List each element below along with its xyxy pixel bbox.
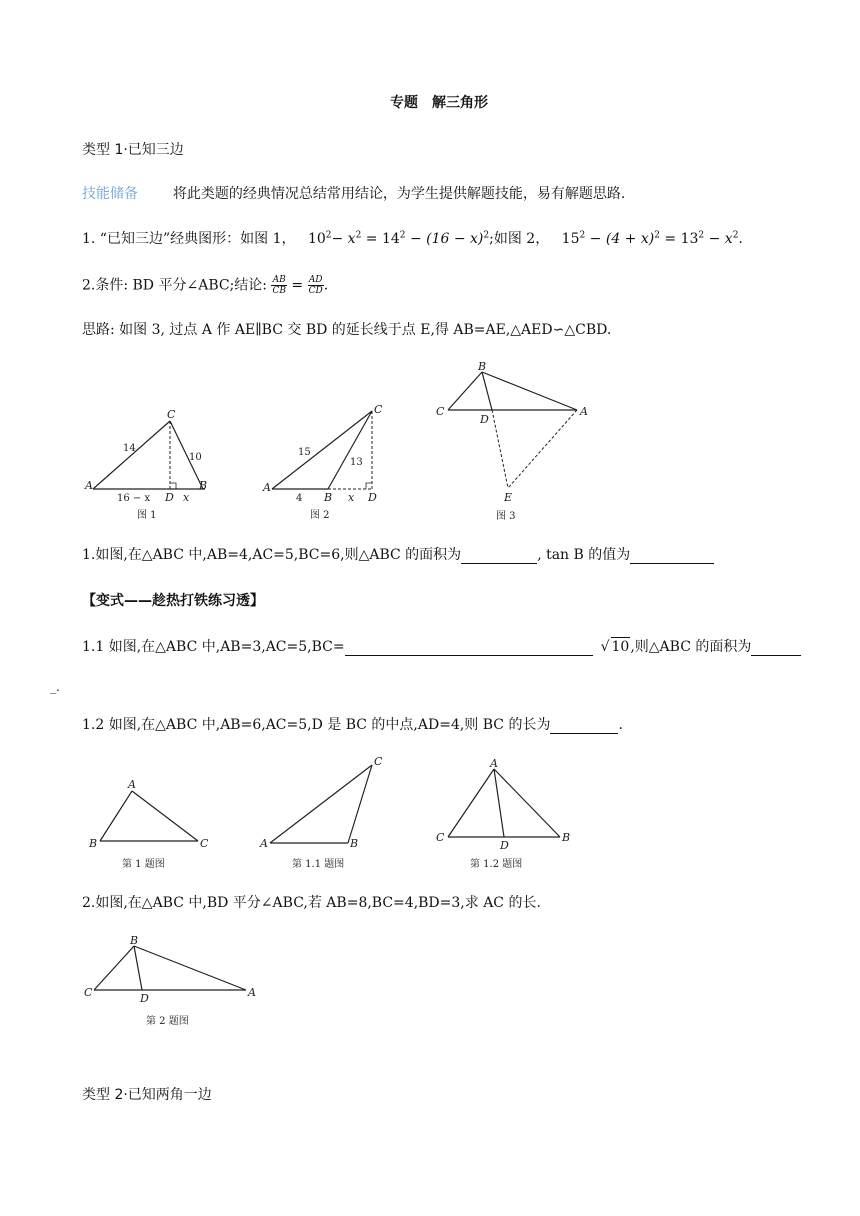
- type2-heading: 类型 2·已知两角一边: [82, 1087, 212, 1103]
- figq1-side-ab: [100, 791, 132, 841]
- q1-1-blank-bc[interactable]: [345, 641, 593, 656]
- eq2-part: 15: [561, 231, 580, 247]
- q1-2-blank-bc[interactable]: [550, 719, 618, 734]
- figq2-bisector: [134, 946, 142, 990]
- item1-line: [82, 230, 743, 248]
- sqrt-sign: √: [600, 639, 610, 655]
- figq11-label-b: B: [350, 837, 359, 850]
- item2-line: [82, 275, 328, 296]
- exp: 2: [355, 230, 362, 241]
- skill-label: 技能储备: [82, 186, 138, 202]
- q1-1-blank-area[interactable]: [751, 641, 801, 656]
- figq2-side-cb: [94, 946, 134, 990]
- fig2-side-15: 15: [298, 447, 311, 458]
- fig2-side-4: 4: [296, 493, 303, 504]
- fig2-side-13: 13: [350, 457, 363, 468]
- item2-end: .: [323, 277, 329, 294]
- exp: 2: [399, 230, 406, 241]
- figq12-label-c: C: [436, 831, 445, 844]
- figq1-label-c: C: [200, 837, 209, 850]
- question-1-2: [82, 716, 623, 734]
- eq2-part: = 13: [659, 231, 699, 247]
- figure-q1-2: [432, 755, 582, 875]
- fig2-label-c: C: [374, 403, 383, 416]
- fig1-side-x: x: [183, 491, 190, 504]
- figq12-label-a: A: [490, 757, 498, 770]
- figq1-side-ac: [132, 791, 198, 841]
- figq12-median: [494, 769, 504, 837]
- exp: 2: [698, 230, 705, 241]
- fig1-label-d: D: [165, 491, 174, 504]
- fig2-label-d: D: [368, 491, 377, 504]
- type1-heading: 类型 1·已知三边: [82, 142, 184, 158]
- q1-text: 1.如图,在△ABC 中,AB=4,AC=5,BC=6,则△ABC 的面积为: [82, 547, 462, 563]
- q1-1-text: 1.1 如图,在△ABC 中,AB=3,AC=5,BC=: [82, 639, 345, 655]
- q1-blank-tan[interactable]: [630, 549, 714, 564]
- figq11-label-a: A: [260, 837, 268, 850]
- exp: 2: [483, 230, 490, 241]
- fraction-ab-cb: $\frac{AB}{CB}$: [272, 275, 286, 296]
- eq1-part: ;如图 2，: [489, 231, 550, 247]
- fig1-label-c: C: [167, 408, 176, 421]
- figq1-label-b: B: [89, 837, 98, 850]
- eq1-part: − (16 − x): [405, 231, 484, 247]
- fig1-side-10: 10: [189, 452, 202, 463]
- fraction-ad-cd: $\frac{AD}{CD}$: [308, 275, 323, 296]
- q1-2-end: .: [618, 717, 623, 733]
- q1-2-text: 1.2 如图,在△ABC 中,AB=6,AC=5,D 是 BC 的中点,AD=4,则 BC 的长为: [82, 717, 551, 733]
- fig3-side-cb: [448, 372, 482, 410]
- figure-2: [260, 405, 400, 525]
- eq2-part: .: [738, 231, 743, 247]
- q1-blank-area[interactable]: [461, 549, 537, 564]
- figure-3: [432, 360, 602, 525]
- exp: 2: [325, 230, 332, 241]
- equals-sign: =: [286, 277, 308, 294]
- exp: 2: [654, 230, 660, 241]
- item1-prefix: 1. “已知三边”经典图形：如图 1，: [82, 231, 296, 247]
- fig3-label-a: A: [580, 405, 588, 418]
- figq11-caption: 第 1.1 题图: [292, 859, 345, 870]
- figure-q1-1: [258, 755, 398, 875]
- fig2-label-b: B: [324, 491, 333, 504]
- fig2-side-x: x: [348, 491, 355, 504]
- eq1-part: 10: [307, 231, 326, 247]
- eq1-part: − x: [331, 231, 356, 247]
- fig3-extension-de: [492, 410, 508, 488]
- sqrt-radicand: 10: [611, 639, 630, 655]
- fig1-side-16x: 16 − x: [117, 493, 151, 504]
- fig3-label-b: B: [478, 360, 487, 373]
- fig2-caption: 图 2: [310, 510, 330, 521]
- question-1-1: [82, 637, 801, 656]
- figq12-caption: 第 1.2 题图: [470, 859, 523, 870]
- variant-heading: 【变式——趁热打铁练习透】: [82, 593, 264, 609]
- question-2: 2.如图,在△ABC 中,BD 平分∠ABC,若 AB=8,BC=4,BD=3,求 AC 的长.: [82, 895, 541, 911]
- fig2-side-ac: [272, 411, 372, 489]
- figq2-caption: 第 2 题图: [146, 1016, 189, 1027]
- figq11-side-bc: [348, 765, 372, 843]
- skill-text: 将此类题的经典情况总结常用结论，为学生提供解题技能，易有解题思路.: [172, 186, 626, 202]
- fig3-line-ae: [508, 410, 577, 488]
- figq2-side-ba: [134, 946, 246, 990]
- q1-1-wrap: _.: [50, 680, 60, 694]
- fig3-label-e: E: [504, 491, 513, 504]
- fig2-right-angle: [366, 483, 372, 489]
- figq12-label-d: D: [500, 839, 509, 852]
- eq1-part: = 14: [361, 231, 400, 247]
- fig1-right-angle: [170, 483, 176, 489]
- fig3-side-ba: [482, 372, 577, 410]
- fig3-bisector-bd: [482, 372, 492, 410]
- fig1-caption: 图 1: [137, 510, 157, 521]
- fig1-side-ac: [93, 421, 170, 489]
- figure-q1: [86, 775, 216, 875]
- figq2-label-c: C: [84, 986, 93, 999]
- q1-mid: , tan B 的值为: [537, 547, 631, 563]
- idea-line: 思路: 如图 3, 过点 A 作 AE∥BC 交 BD 的延长线于点 E,得 AB=AE,△AED∽△CBD.: [82, 322, 612, 338]
- figq11-label-c: C: [374, 755, 383, 768]
- question-1: [82, 546, 714, 564]
- eq2-part: − (4 + x): [585, 231, 655, 247]
- figq1-caption: 第 1 题图: [122, 859, 165, 870]
- exp: 2: [732, 230, 739, 241]
- figq2-label-d: D: [140, 992, 149, 1005]
- figq12-side-ac: [448, 769, 494, 837]
- fig3-label-d: D: [480, 413, 489, 426]
- fig3-caption: 图 3: [496, 511, 516, 522]
- eq2-part: − x: [704, 231, 733, 247]
- figq12-label-b: B: [562, 831, 571, 844]
- figure-q2: [82, 932, 272, 1032]
- figq1-label-a: A: [128, 778, 136, 791]
- fig2-label-a: A: [263, 481, 271, 494]
- item2-prefix: 2.条件: BD 平分∠ABC;结论:: [82, 277, 272, 294]
- figure-1: [85, 405, 215, 525]
- fig3-label-c: C: [436, 405, 445, 418]
- exp: 2: [579, 230, 586, 241]
- figq2-label-b: B: [130, 934, 139, 947]
- fig1-label-a: A: [85, 479, 93, 492]
- figq11-side-ac: [270, 765, 372, 843]
- fig1-side-14: 14: [123, 443, 136, 454]
- page-title: 专题 解三角形: [390, 95, 488, 111]
- figq12-side-ab: [494, 769, 560, 837]
- skill-line: [82, 185, 625, 203]
- fig2-side-bc: [328, 411, 372, 489]
- q1-1-tail: ,则△ABC 的面积为: [630, 639, 752, 655]
- figq2-label-a: A: [248, 986, 256, 999]
- fig1-label-b: B: [199, 479, 208, 492]
